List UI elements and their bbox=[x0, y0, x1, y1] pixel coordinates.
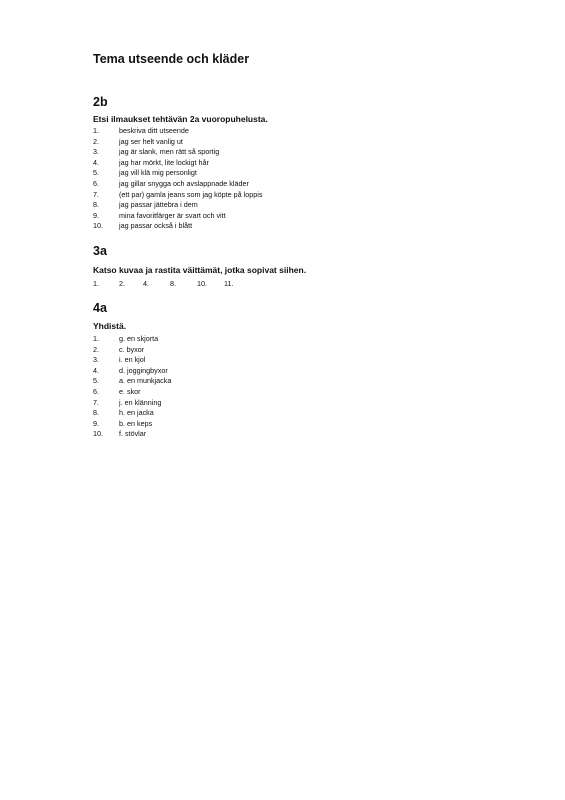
item-text: jag har mörkt, lite lockigt hår bbox=[119, 157, 209, 167]
item-number: 7. bbox=[93, 189, 99, 199]
item-number: 3. bbox=[93, 147, 99, 157]
item-text: j. en klänning bbox=[119, 397, 162, 407]
item-text: jag ser helt vanlig ut bbox=[119, 136, 183, 146]
item-text: mina favoritfärger är svart och vitt bbox=[119, 210, 226, 220]
item-number: 8. bbox=[93, 200, 99, 210]
section-instruction: Katso kuvaa ja rastita väittämät, jotka sopivat siihen. bbox=[93, 264, 307, 275]
item-number: 5. bbox=[93, 168, 99, 178]
section-4a bbox=[93, 300, 533, 440]
answer-number: 11. bbox=[224, 278, 234, 288]
list-item bbox=[93, 419, 533, 430]
list-item bbox=[93, 168, 533, 179]
item-number: 9. bbox=[93, 418, 99, 428]
item-number: 5. bbox=[93, 376, 99, 386]
list-item bbox=[93, 429, 533, 440]
answer-number: 4. bbox=[143, 278, 149, 288]
item-number: 2. bbox=[93, 136, 99, 146]
section-heading: 4a bbox=[93, 300, 107, 315]
page-title: Tema utseende och kläder bbox=[93, 52, 250, 66]
document-page bbox=[93, 50, 533, 440]
list-item bbox=[93, 387, 533, 398]
item-text: jag passar jättebra i dem bbox=[119, 200, 198, 210]
item-number: 10. bbox=[93, 429, 103, 439]
item-text: jag gillar snygga och avslappnade kläder bbox=[119, 178, 249, 188]
item-text: d. joggingbyxor bbox=[119, 365, 168, 375]
list-item bbox=[93, 398, 533, 409]
item-number: 2. bbox=[93, 344, 99, 354]
list-item bbox=[93, 408, 533, 419]
list-item bbox=[93, 355, 533, 366]
item-text: beskriva ditt utseende bbox=[119, 126, 189, 135]
list-item bbox=[93, 147, 533, 158]
item-text: jag passar också i blått bbox=[119, 221, 193, 231]
matching-answer-list bbox=[93, 334, 533, 440]
item-text: h. en jacka bbox=[119, 408, 154, 418]
list-item bbox=[93, 126, 533, 137]
section-instruction: Etsi ilmaukset tehtävän 2a vuoropuhelusta. bbox=[93, 114, 268, 124]
item-number: 4. bbox=[93, 157, 99, 167]
section-heading: 2b bbox=[93, 95, 108, 109]
section-2b bbox=[93, 94, 533, 232]
item-number: 7. bbox=[93, 397, 99, 407]
item-number: 6. bbox=[93, 386, 99, 396]
item-text: g. en skjorta bbox=[119, 333, 159, 343]
item-text: a. en munkjacka bbox=[119, 376, 172, 386]
item-number: 1. bbox=[93, 333, 99, 343]
list-item bbox=[93, 179, 533, 190]
item-number: 9. bbox=[93, 210, 99, 220]
list-item bbox=[93, 345, 533, 356]
list-item bbox=[93, 376, 533, 387]
list-item bbox=[93, 221, 533, 232]
list-item bbox=[93, 366, 533, 377]
section-heading: 3a bbox=[93, 243, 107, 258]
item-text: f. stövlar bbox=[119, 429, 147, 439]
item-text: (ett par) gamla jeans som jag köpte på loppis bbox=[119, 189, 263, 199]
item-text: jag är slank, men rätt så sportig bbox=[119, 147, 220, 157]
item-text: c. byxor bbox=[119, 344, 145, 354]
answer-number: 2. bbox=[119, 278, 125, 288]
item-text: b. en keps bbox=[119, 418, 153, 428]
list-item bbox=[93, 158, 533, 169]
list-item bbox=[93, 211, 533, 222]
phrase-list bbox=[93, 126, 533, 232]
list-item bbox=[93, 137, 533, 148]
list-item bbox=[93, 334, 533, 345]
answer-number: 8. bbox=[170, 278, 176, 288]
section-instruction: Yhdistä. bbox=[93, 320, 127, 331]
item-number: 6. bbox=[93, 178, 99, 188]
answer-number: 10. bbox=[197, 278, 207, 288]
item-text: e. skor bbox=[119, 386, 141, 396]
item-number: 8. bbox=[93, 408, 99, 418]
item-number: 3. bbox=[93, 355, 99, 365]
item-text: i. en kjol bbox=[119, 355, 146, 365]
item-text: jag vill klä mig personligt bbox=[119, 168, 197, 178]
list-item bbox=[93, 190, 533, 201]
list-item bbox=[93, 200, 533, 211]
item-number: 1. bbox=[93, 126, 99, 135]
item-number: 4. bbox=[93, 365, 99, 375]
item-number: 10. bbox=[93, 221, 103, 231]
section-3a bbox=[93, 243, 533, 289]
answer-number-row bbox=[93, 279, 533, 289]
answer-number: 1. bbox=[93, 278, 99, 288]
